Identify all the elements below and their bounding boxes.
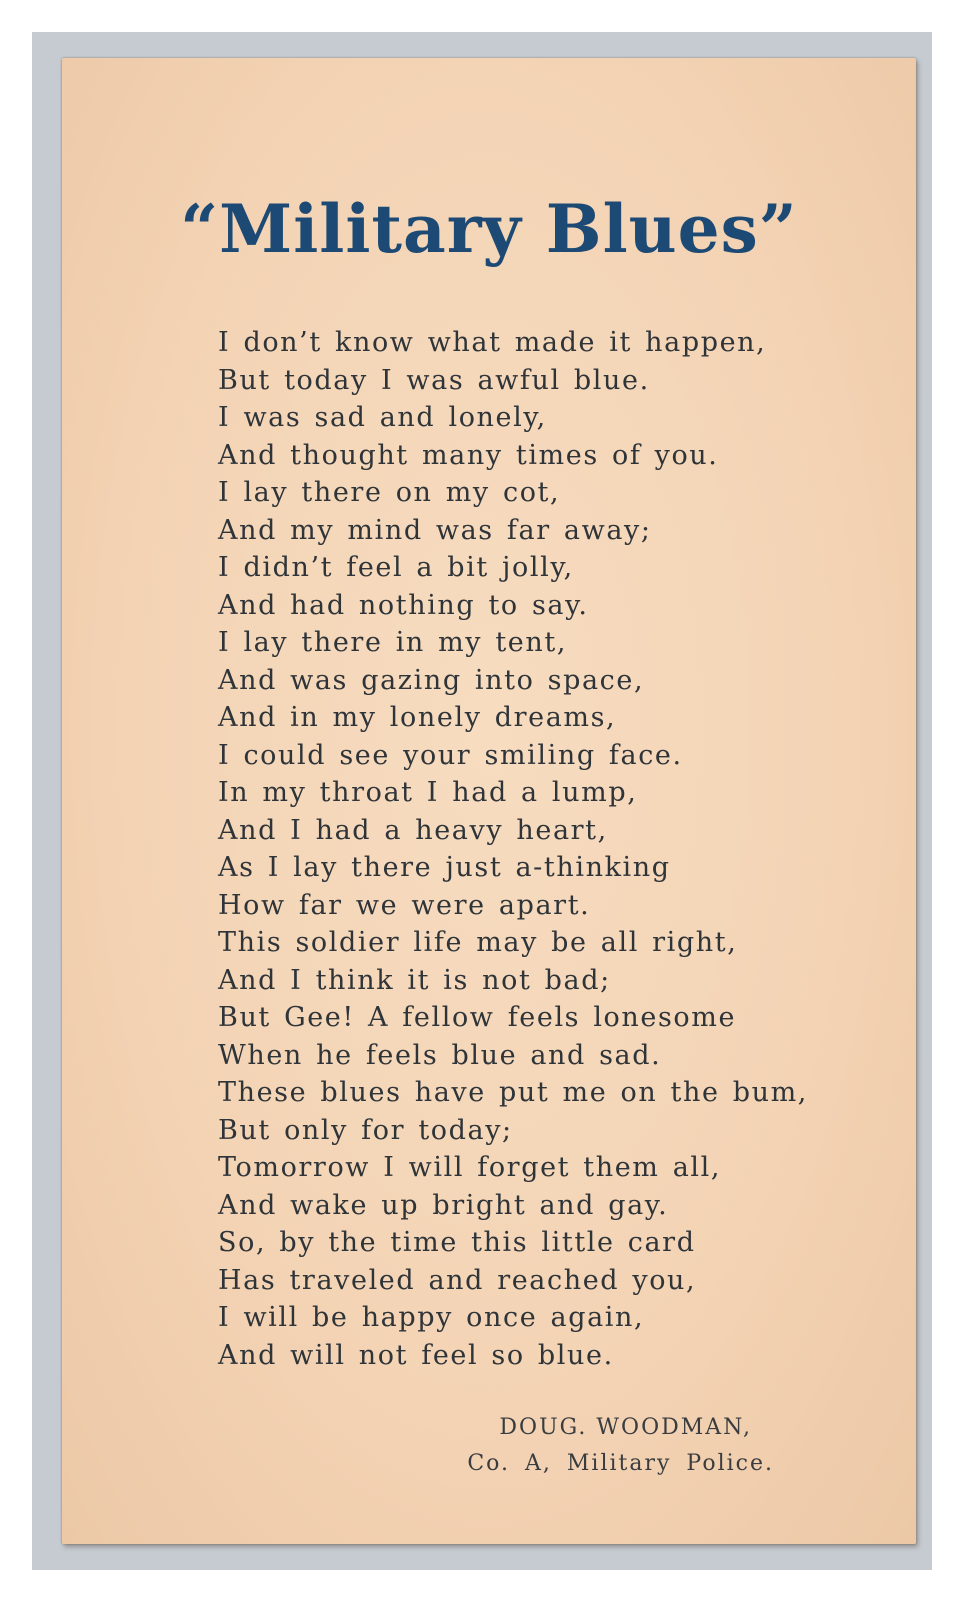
poem-line: And wake up bright and gay. (218, 1189, 669, 1221)
author-name: DOUG. WOODMAN, (499, 1415, 752, 1440)
poem-line: And I think it is not bad; (218, 964, 611, 996)
poem-line: But only for today; (218, 1114, 513, 1146)
poem-line: I lay there in my tent, (218, 627, 567, 658)
poem-line: I didn’t feel a bit jolly, (218, 552, 574, 583)
poem-line: And had nothing to say. (218, 589, 589, 621)
poem-line: Tomorrow I will forget them all, (218, 1152, 722, 1183)
poem-line: And my mind was far away; (218, 514, 652, 546)
poem-line: As I lay there just a-thinking (218, 852, 671, 883)
poem-line: And will not feel so blue. (218, 1339, 614, 1371)
poem-line: I lay there on my cot, (218, 477, 561, 508)
poem-line: This soldier life may be all right, (218, 927, 738, 958)
postcard (62, 58, 916, 1544)
poem-line: But Gee! A fellow feels lonesome (218, 1002, 737, 1033)
poem-line: And thought many times of you. (218, 439, 719, 471)
author-unit: Co. A, Military Police. (467, 1451, 774, 1476)
signature-block (467, 1410, 774, 1482)
poem-line: And I had a heavy heart, (218, 814, 608, 846)
poem-line: I don’t know what made it happen, (218, 327, 767, 358)
poem-line: I was sad and lonely, (218, 402, 547, 433)
poem-line: So, by the time this little card (218, 1227, 696, 1258)
poem-line: And in my lonely dreams, (218, 702, 617, 733)
poem-line: These blues have put me on the bum, (218, 1077, 808, 1108)
poem-body (218, 324, 808, 1374)
poem-title: “Military Blues” (180, 190, 798, 268)
poem-line: I will be happy once again, (218, 1302, 645, 1333)
poem-line: How far we were apart. (218, 889, 591, 921)
poem-line: I could see your smiling face. (218, 739, 683, 771)
poem-line: In my throat I had a lump, (218, 777, 638, 808)
poem-line: When he feels blue and sad. (218, 1039, 662, 1071)
poem-line: But today I was awful blue. (218, 364, 650, 396)
poem-line: And was gazing into space, (218, 664, 645, 696)
poem-line: Has traveled and reached you, (218, 1264, 697, 1296)
